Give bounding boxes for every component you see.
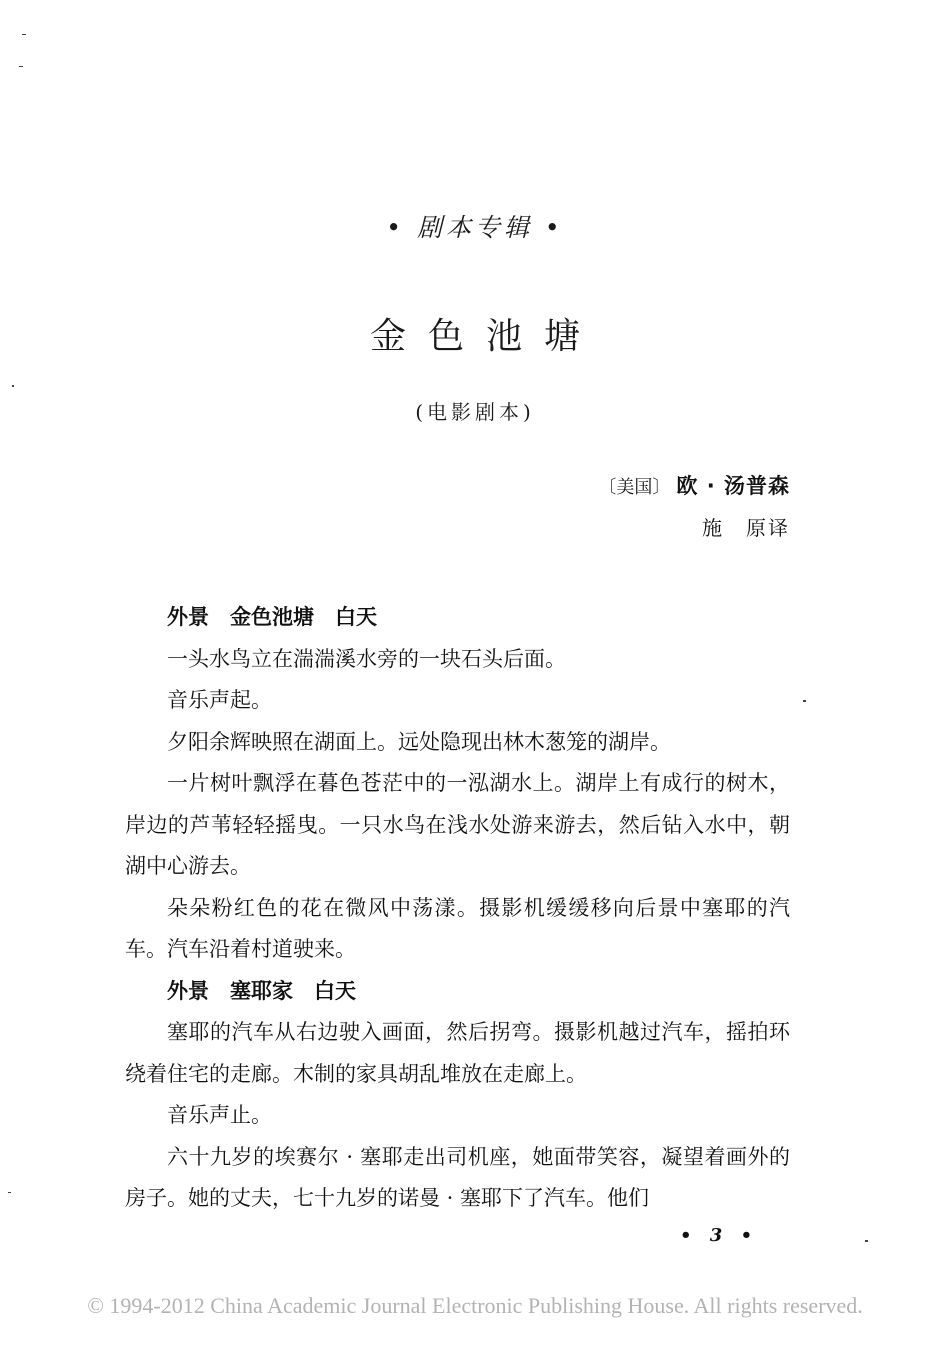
author-region: 〔美国〕: [598, 477, 671, 498]
paragraph: 音乐声止。: [167, 1103, 272, 1127]
body-text: [125, 597, 790, 1220]
scan-speck: [22, 34, 26, 35]
scene-heading: 外景 塞耶家 白天: [167, 978, 356, 1003]
paragraph: 一片树叶飘浮在暮色苍茫中的一泓湖水上。湖岸上有成行的树木，岸边的芦苇轻轻摇曳。一只水鸟在浅水处游来游去，然后钻入水中，朝湖中心游去。: [125, 771, 790, 878]
author-line: [598, 470, 790, 500]
paragraph: 一头水鸟立在湍湍溪水旁的一块石头后面。: [167, 646, 566, 671]
paragraph: 朵朵粉红色的花在微风中荡漾。摄影机缓缓移向后景中塞耶的汽车。汽车沿着村道驶来。: [125, 895, 790, 961]
copyright-notice: © 1994-2012 China Academic Journal Electronic Publishing House. All rights reserved.: [87, 1293, 863, 1318]
scene-heading: 外景 金色池塘 白天: [167, 605, 377, 629]
page-title: 金色池塘: [369, 316, 602, 357]
paragraph: 音乐声起。: [167, 688, 272, 712]
scan-speck: [803, 700, 806, 702]
scan-speck: [19, 66, 23, 67]
paragraph: 六十九岁的埃赛尔 · 塞耶走出司机座，她面带笑容，凝望着画外的房子。她的丈夫，七十九岁的诺曼 · 塞耶下了汽车。他们: [125, 1144, 790, 1210]
scan-speck: [865, 1240, 868, 1242]
subtitle: (电影剧本): [415, 400, 535, 424]
translator-line: 施 原译: [702, 516, 790, 540]
scan-speck: [12, 385, 14, 387]
paragraph: 塞耶的汽车从右边驶入画面，然后拐弯。摄影机越过汽车，摇拍环绕着住宅的走廊。木制的家具胡乱堆放在走廊上。: [125, 1020, 790, 1086]
page-number: • 3 •: [680, 1225, 759, 1246]
author-name: 欧 · 汤普森: [676, 474, 790, 498]
section-label: • 剧本专辑 •: [386, 213, 564, 242]
scan-speck: [8, 1192, 11, 1193]
paragraph: 夕阳余辉映照在湖面上。远处隐现出林木葱笼的湖岸。: [167, 729, 671, 754]
